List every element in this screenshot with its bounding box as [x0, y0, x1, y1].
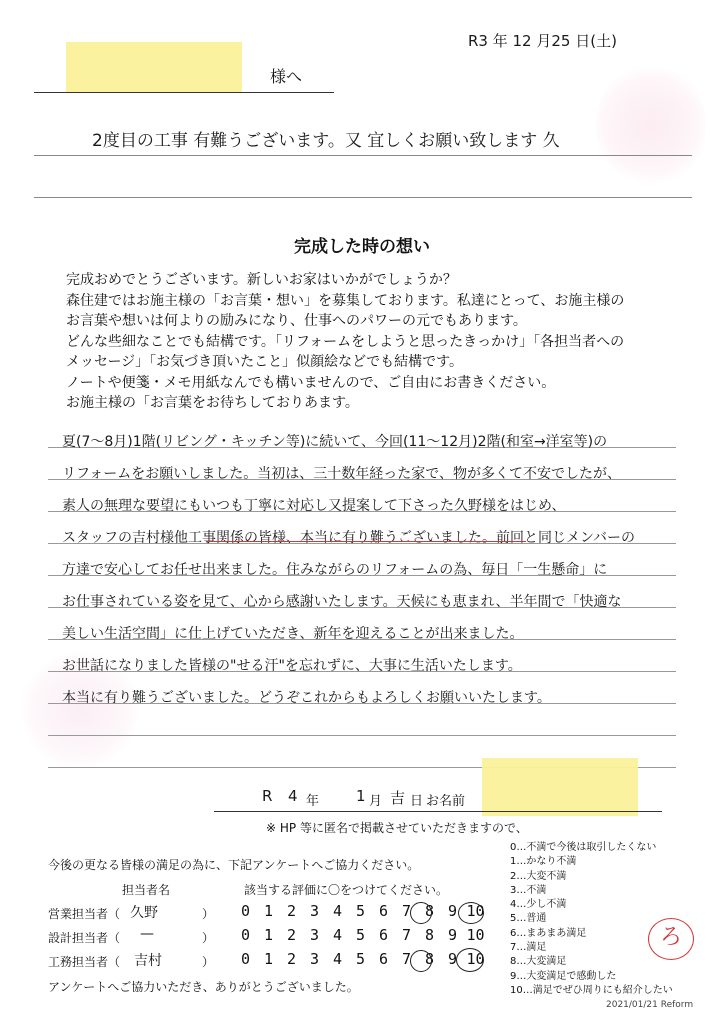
legend-item: 8…大変満足 [510, 956, 567, 968]
rating-option[interactable]: 6 [378, 926, 389, 944]
survey-close-design: ） [202, 931, 215, 945]
rating-option[interactable]: 5 [355, 902, 366, 920]
red-underline-mark [206, 541, 526, 542]
message-line: スタッフの吉村様他工事関係の皆様、本当に有り難うございました。前回と同じメンバーの [62, 530, 636, 546]
signature-year: 4 [288, 787, 298, 805]
rating-option[interactable]: 3 [309, 902, 320, 920]
rating-option[interactable]: 1 [263, 926, 274, 944]
legend-item: 4…少し不満 [510, 899, 567, 911]
rating-option[interactable]: 8 [424, 950, 435, 968]
rating-option[interactable]: 5 [355, 950, 366, 968]
message-line: 方達で安心してお任せ出来ました。住みながらのリフォームの為、毎日「一生懸命」に [62, 562, 608, 578]
rating-option[interactable]: 10 [466, 950, 485, 968]
intro-line: お言葉や想いは何よりの励みになり、仕事へのパワーの元でもあります。 [66, 313, 527, 329]
rating-option[interactable]: 0 [240, 902, 251, 920]
signature-name-label: お名前 [426, 794, 466, 809]
legend-item: 3…不満 [510, 884, 547, 896]
signature-month-unit: 月 [369, 794, 383, 809]
signature-era: R [262, 787, 273, 805]
survey-intro: 今後の更なる皆様の満足の為に、下記アンケートへご協力ください。 [48, 858, 420, 872]
handdrawn-circle-mark [410, 902, 432, 924]
rating-option[interactable]: 1 [263, 950, 274, 968]
rating-option[interactable]: 2 [286, 902, 297, 920]
rating-legend [510, 841, 673, 998]
rating-option[interactable]: 2 [286, 926, 297, 944]
legend-item: 2…大変不満 [510, 870, 567, 882]
handwritten-memo: 2度目の工事 有難うございます。又 宜しくお願い致します 久 [92, 131, 560, 151]
intro-line: ノートや便箋・メモ用紙なんでも構いませんので、ご自由にお書きください。 [66, 374, 556, 391]
rating-option[interactable]: 9 [447, 902, 458, 920]
rating-option[interactable]: 8 [424, 902, 435, 920]
rating-option[interactable]: 9 [447, 950, 458, 968]
signature-month: 1 [356, 787, 366, 805]
message-line: 美しい生活空間」に仕上げていただき、新年を迎えることが出来ました。 [62, 626, 524, 642]
rating-option[interactable]: 2 [286, 950, 297, 968]
rating-option[interactable]: 3 [309, 950, 320, 968]
handdrawn-circle-mark [458, 902, 484, 924]
rating-option[interactable]: 6 [378, 950, 389, 968]
survey-close-construction: ） [202, 955, 215, 969]
survey-role-construction: 工務担当者（ [48, 955, 121, 969]
handwritten-date: R3 年 12 月25 日(土) [468, 32, 617, 50]
section-title: 完成した時の想い [294, 237, 430, 257]
rating-scale-sales [234, 902, 487, 920]
rating-option[interactable]: 9 [447, 926, 458, 944]
recipient-underline [34, 92, 334, 93]
message-line: リフォームをお願いしました。当初は、三十数年経った家で、物が多くて不安でしたが、 [62, 466, 622, 482]
message-line: 素人の無理な要望にもいつも丁寧に対応し又提案して下さった久野様をはじめ、 [62, 498, 566, 514]
signature-day-unit: 日 [410, 794, 424, 809]
message-line: 本当に有り難うございました。どうぞこれからもよろしくお願いいたします。 [62, 690, 551, 706]
rating-option[interactable]: 5 [355, 926, 366, 944]
stamp-mark: ろ [659, 925, 682, 950]
rating-option[interactable]: 1 [263, 902, 274, 920]
redaction-sticky-note-name [482, 758, 638, 816]
message-ruled-line [48, 735, 676, 736]
intro-line: メッセージ」「お気づき頂いたこと」似顔絵などでも結構です。 [66, 354, 464, 370]
survey-close-sales: ） [202, 907, 215, 921]
intro-line: どんな些細なことでも結構です。「リフォームをしようと思ったきっかけ」「各担当者への [66, 333, 625, 350]
rating-option[interactable]: 4 [332, 926, 343, 944]
recipient-suffix: 様へ [270, 67, 303, 86]
form-code: 2021/01/21 Reform [606, 1000, 694, 1010]
memo-ruled-line-1 [34, 155, 692, 156]
decorative-flower-top-right [596, 60, 706, 190]
handdrawn-circle-mark [456, 948, 484, 972]
legend-item: 1…かなり不満 [510, 856, 577, 868]
message-line: お仕事されている姿を見て、心から感謝いたします。天候にも恵まれ、半年間で「快適な [62, 594, 622, 610]
handwritten-message [62, 426, 635, 714]
legend-item: 5…普通 [510, 913, 547, 925]
legend-item: 7…満足 [510, 942, 547, 954]
survey-col-staff: 担当者名 [122, 883, 171, 897]
survey-role-sales: 営業担当者（ [48, 907, 121, 921]
legend-item: 10…満足でぜひ周りにも紹介したい [510, 984, 673, 996]
rating-option[interactable]: 0 [240, 926, 251, 944]
rating-option[interactable]: 3 [309, 926, 320, 944]
rating-option[interactable]: 7 [401, 902, 412, 920]
message-line: お世話になりました皆様の"せる汗"を忘れずに、大事に生活いたします。 [62, 658, 522, 674]
intro-line: 完成おめでとうございます。新しいお家はいかがでしょうか？ [66, 272, 457, 288]
red-circled-stamp [648, 918, 694, 960]
signature-year-unit: 年 [306, 794, 320, 809]
survey-name-construction: 吉村 [134, 953, 162, 969]
rating-option[interactable]: 6 [378, 902, 389, 920]
rating-option[interactable]: 10 [466, 926, 485, 944]
signature-day: 吉 [390, 789, 406, 807]
message-line: 夏(7〜8月)1階(リビング・キッチン等)に続いて、今回(11〜12月)2階(和室→洋室等)の [62, 434, 608, 450]
survey-role-design: 設計担当者（ [48, 931, 121, 945]
survey-name-design: — [140, 926, 154, 942]
intro-line: お施主様の「お言葉をお待ちしておりあます。 [66, 395, 359, 411]
rating-option[interactable]: 7 [401, 950, 412, 968]
intro-line: 森住建ではお施主様の「お言葉・想い」を募集しております。私達にとって、お施主様の [66, 292, 625, 309]
signature-underline [214, 811, 662, 812]
rating-scale-design [234, 926, 487, 944]
rating-option[interactable]: 8 [424, 926, 435, 944]
legend-item: 0…不満で今後は取引したくない [510, 842, 657, 853]
legend-item: 6…まあまあ満足 [510, 927, 587, 939]
disclaimer-note: ※ HP 等に匿名で掲載させていただきますので、 [266, 821, 528, 835]
rating-scale-construction [234, 950, 487, 968]
rating-option[interactable]: 7 [401, 926, 412, 944]
rating-option[interactable]: 4 [332, 902, 343, 920]
survey-thanks: アンケートへご協力いただき、ありがとうございました。 [48, 980, 359, 994]
handdrawn-circle-mark [410, 950, 432, 972]
redaction-sticky-note-recipient [66, 42, 242, 92]
memo-ruled-line-2 [34, 197, 692, 198]
rating-option[interactable]: 10 [466, 902, 485, 920]
survey-col-rating: 該当する評価に〇をつけてください。 [244, 883, 449, 897]
survey-name-sales: 久野 [130, 905, 158, 921]
rating-option[interactable]: 4 [332, 950, 343, 968]
intro-paragraph [66, 270, 696, 414]
legend-item: 9…大変満足で感動した [510, 970, 617, 982]
rating-option[interactable]: 0 [240, 950, 251, 968]
